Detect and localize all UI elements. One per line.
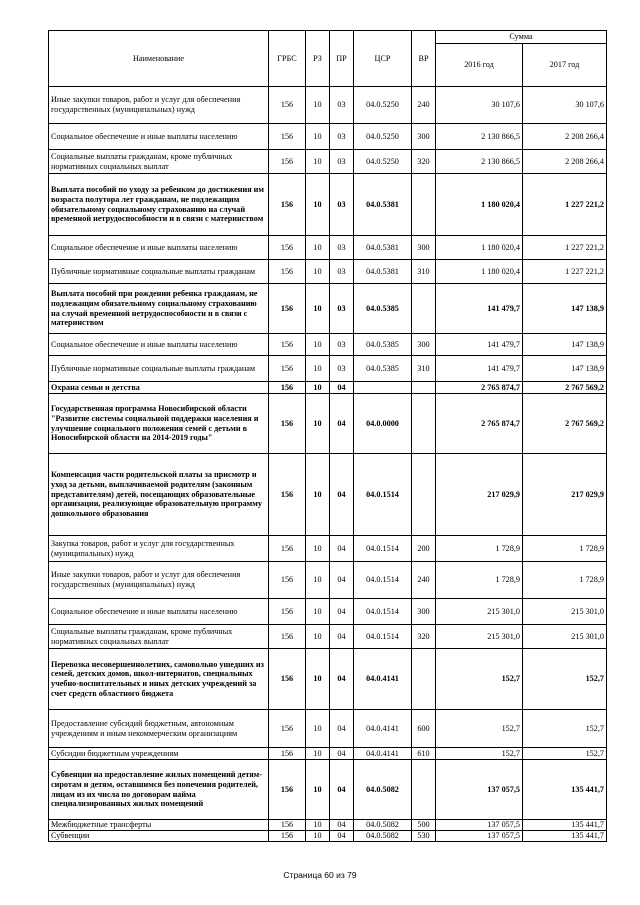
row-vr: 300 bbox=[412, 334, 436, 356]
row-grbs: 156 bbox=[269, 174, 306, 236]
row-vr: 240 bbox=[412, 562, 436, 599]
row-sum-2016: 2 130 866,5 bbox=[436, 150, 523, 174]
row-sum-2016: 2 765 874,7 bbox=[436, 382, 523, 394]
row-sum-2016: 152,7 bbox=[436, 748, 523, 760]
row-grbs: 156 bbox=[269, 710, 306, 748]
row-rz: 10 bbox=[306, 260, 330, 284]
row-csr: 04.0.1514 bbox=[354, 536, 412, 562]
row-sum-2016: 30 107,6 bbox=[436, 87, 523, 124]
table-row bbox=[49, 760, 607, 820]
row-csr: 04.0.1514 bbox=[354, 625, 412, 649]
row-vr: 310 bbox=[412, 260, 436, 284]
row-vr bbox=[412, 382, 436, 394]
row-sum-2016: 1 728,9 bbox=[436, 562, 523, 599]
row-rz: 10 bbox=[306, 150, 330, 174]
table-row bbox=[49, 236, 607, 260]
table-row bbox=[49, 599, 607, 625]
row-name: Выплата пособий по уходу за ребенком до достижения им возраста полутора лет гражданам, не подлежащим обязательному социальному страхованию на случай временной нетрудоспособности и в связи с материнством bbox=[49, 174, 269, 236]
row-csr: 04.0.5381 bbox=[354, 260, 412, 284]
table-row bbox=[49, 124, 607, 150]
row-rz: 10 bbox=[306, 710, 330, 748]
row-pr: 03 bbox=[330, 87, 354, 124]
row-sum-2017: 147 138,9 bbox=[523, 356, 607, 382]
row-csr: 04.0.5250 bbox=[354, 124, 412, 150]
row-sum-2016: 137 057,5 bbox=[436, 760, 523, 820]
row-pr: 03 bbox=[330, 124, 354, 150]
row-grbs: 156 bbox=[269, 625, 306, 649]
header-2016: 2016 год bbox=[436, 44, 523, 87]
row-vr: 530 bbox=[412, 831, 436, 842]
row-sum-2017: 147 138,9 bbox=[523, 334, 607, 356]
row-pr: 04 bbox=[330, 710, 354, 748]
row-sum-2017: 1 227 221,2 bbox=[523, 174, 607, 236]
row-pr: 03 bbox=[330, 356, 354, 382]
row-vr: 240 bbox=[412, 87, 436, 124]
row-sum-2017: 1 227 221,2 bbox=[523, 260, 607, 284]
row-sum-2016: 217 029,9 bbox=[436, 454, 523, 536]
row-sum-2016: 215 301,0 bbox=[436, 625, 523, 649]
header-sum: Сумма bbox=[436, 31, 607, 44]
row-csr: 04.0.5082 bbox=[354, 831, 412, 842]
header-name: Наименование bbox=[49, 31, 269, 87]
table-row bbox=[49, 536, 607, 562]
table-row bbox=[49, 454, 607, 536]
row-vr bbox=[412, 649, 436, 710]
row-name: Социальные выплаты гражданам, кроме публичных нормативных социальных выплат bbox=[49, 150, 269, 174]
row-grbs: 156 bbox=[269, 748, 306, 760]
row-grbs: 156 bbox=[269, 820, 306, 831]
row-name: Закупка товаров, работ и услуг для государственных (муниципальных) нужд bbox=[49, 536, 269, 562]
table-row bbox=[49, 150, 607, 174]
row-pr: 04 bbox=[330, 625, 354, 649]
row-vr bbox=[412, 284, 436, 334]
row-pr: 04 bbox=[330, 831, 354, 842]
row-vr bbox=[412, 760, 436, 820]
row-sum-2017: 152,7 bbox=[523, 748, 607, 760]
row-csr: 04.0.1514 bbox=[354, 562, 412, 599]
row-name: Субвенции на предоставление жилых помещений детям-сиротам и детям, оставшимся без попечения родителей, лицам из их числа по договорам найма специализированных жилых помещений bbox=[49, 760, 269, 820]
row-sum-2017: 215 301,0 bbox=[523, 625, 607, 649]
row-csr: 04.0.5082 bbox=[354, 820, 412, 831]
table-row bbox=[49, 710, 607, 748]
row-vr: 310 bbox=[412, 356, 436, 382]
row-grbs: 156 bbox=[269, 599, 306, 625]
row-csr: 04.0.4141 bbox=[354, 649, 412, 710]
row-grbs: 156 bbox=[269, 649, 306, 710]
row-name: Социальное обеспечение и иные выплаты населению bbox=[49, 236, 269, 260]
row-pr: 03 bbox=[330, 334, 354, 356]
row-grbs: 156 bbox=[269, 150, 306, 174]
row-name: Иные закупки товаров, работ и услуг для обеспечения государственных (муниципальных) нужд bbox=[49, 87, 269, 124]
header-rz: РЗ bbox=[306, 31, 330, 87]
row-vr bbox=[412, 394, 436, 454]
header-pr: ПР bbox=[330, 31, 354, 87]
row-name: Компенсация части родительской платы за присмотр и уход за детьми, выплачиваемой родителям (законным представителям) детей, посещающих образовательные организации, реализующие образовательную программу дошкольного образования bbox=[49, 454, 269, 536]
row-vr bbox=[412, 174, 436, 236]
table-row bbox=[49, 87, 607, 124]
row-sum-2017: 1 728,9 bbox=[523, 562, 607, 599]
row-csr: 04.0.1514 bbox=[354, 454, 412, 536]
row-sum-2016: 1 180 020,4 bbox=[436, 174, 523, 236]
row-name: Социальное обеспечение и иные выплаты населению bbox=[49, 599, 269, 625]
table-row bbox=[49, 562, 607, 599]
row-sum-2016: 137 057,5 bbox=[436, 820, 523, 831]
header-vr: ВР bbox=[412, 31, 436, 87]
row-grbs: 156 bbox=[269, 394, 306, 454]
row-sum-2017: 30 107,6 bbox=[523, 87, 607, 124]
row-sum-2017: 135 441,7 bbox=[523, 760, 607, 820]
row-vr: 500 bbox=[412, 820, 436, 831]
row-grbs: 156 bbox=[269, 284, 306, 334]
row-sum-2017: 135 441,7 bbox=[523, 831, 607, 842]
row-sum-2016: 1 728,9 bbox=[436, 536, 523, 562]
row-pr: 03 bbox=[330, 284, 354, 334]
table-row bbox=[49, 382, 607, 394]
row-rz: 10 bbox=[306, 625, 330, 649]
row-csr: 04.0.5381 bbox=[354, 236, 412, 260]
row-sum-2016: 137 057,5 bbox=[436, 831, 523, 842]
row-sum-2017: 1 227 221,2 bbox=[523, 236, 607, 260]
row-rz: 10 bbox=[306, 284, 330, 334]
row-csr: 04.0.5385 bbox=[354, 284, 412, 334]
row-pr: 03 bbox=[330, 236, 354, 260]
row-rz: 10 bbox=[306, 334, 330, 356]
row-grbs: 156 bbox=[269, 236, 306, 260]
row-grbs: 156 bbox=[269, 334, 306, 356]
row-rz: 10 bbox=[306, 87, 330, 124]
row-name: Социальное обеспечение и иные выплаты населению bbox=[49, 124, 269, 150]
row-sum-2017: 217 029,9 bbox=[523, 454, 607, 536]
row-name: Публичные нормативные социальные выплаты гражданам bbox=[49, 260, 269, 284]
row-rz: 10 bbox=[306, 649, 330, 710]
header-2017: 2017 год bbox=[523, 44, 607, 87]
row-csr: 04.0.5381 bbox=[354, 174, 412, 236]
row-vr: 300 bbox=[412, 236, 436, 260]
row-sum-2017: 147 138,9 bbox=[523, 284, 607, 334]
row-rz: 10 bbox=[306, 562, 330, 599]
row-sum-2017: 2 767 569,2 bbox=[523, 382, 607, 394]
row-pr: 04 bbox=[330, 649, 354, 710]
row-pr: 04 bbox=[330, 382, 354, 394]
row-sum-2017: 1 728,9 bbox=[523, 536, 607, 562]
table-row bbox=[49, 174, 607, 236]
row-csr: 04.0.4141 bbox=[354, 748, 412, 760]
row-vr: 300 bbox=[412, 599, 436, 625]
row-sum-2017: 152,7 bbox=[523, 649, 607, 710]
table-row bbox=[49, 649, 607, 710]
row-csr: 04.0.5250 bbox=[354, 150, 412, 174]
row-pr: 04 bbox=[330, 394, 354, 454]
row-grbs: 156 bbox=[269, 356, 306, 382]
row-sum-2017: 152,7 bbox=[523, 710, 607, 748]
row-grbs: 156 bbox=[269, 536, 306, 562]
table-row bbox=[49, 820, 607, 831]
row-name: Выплата пособий при рождении ребенка гражданам, не подлежащим обязательному социальному страхованию на случай временной нетрудоспособности и в связи с материнством bbox=[49, 284, 269, 334]
row-vr bbox=[412, 454, 436, 536]
row-csr: 04.0.5082 bbox=[354, 760, 412, 820]
row-pr: 04 bbox=[330, 454, 354, 536]
row-sum-2017: 2 208 266,4 bbox=[523, 124, 607, 150]
row-pr: 03 bbox=[330, 260, 354, 284]
row-grbs: 156 bbox=[269, 760, 306, 820]
row-sum-2016: 152,7 bbox=[436, 649, 523, 710]
row-sum-2016: 141 479,7 bbox=[436, 356, 523, 382]
row-pr: 03 bbox=[330, 174, 354, 236]
table-row bbox=[49, 394, 607, 454]
budget-table bbox=[48, 30, 607, 842]
row-sum-2016: 141 479,7 bbox=[436, 284, 523, 334]
table-row bbox=[49, 748, 607, 760]
row-sum-2016: 2 765 874,7 bbox=[436, 394, 523, 454]
page-number: Страница 60 из 79 bbox=[283, 870, 357, 880]
row-rz: 10 bbox=[306, 599, 330, 625]
row-rz: 10 bbox=[306, 454, 330, 536]
row-sum-2016: 1 180 020,4 bbox=[436, 236, 523, 260]
row-csr: 04.0.5250 bbox=[354, 87, 412, 124]
row-pr: 04 bbox=[330, 820, 354, 831]
row-grbs: 156 bbox=[269, 454, 306, 536]
row-vr: 200 bbox=[412, 536, 436, 562]
table-row bbox=[49, 625, 607, 649]
row-sum-2017: 2 767 569,2 bbox=[523, 394, 607, 454]
table-row bbox=[49, 284, 607, 334]
row-vr: 610 bbox=[412, 748, 436, 760]
row-csr: 04.0.1514 bbox=[354, 599, 412, 625]
row-sum-2016: 2 130 866,5 bbox=[436, 124, 523, 150]
row-sum-2016: 215 301,0 bbox=[436, 599, 523, 625]
row-grbs: 156 bbox=[269, 87, 306, 124]
header-csr: ЦСР bbox=[354, 31, 412, 87]
table-row bbox=[49, 334, 607, 356]
row-csr: 04.0.5385 bbox=[354, 334, 412, 356]
row-name: Субвенции bbox=[49, 831, 269, 842]
row-rz: 10 bbox=[306, 760, 330, 820]
row-rz: 10 bbox=[306, 394, 330, 454]
row-sum-2017: 215 301,0 bbox=[523, 599, 607, 625]
row-name: Перевозка несовершеннолетних, самовольно ушедших из семей, детских домов, школ-интернатов, специальных учебно-воспитательных и иных детских учреждений за счет средств областного бюджета bbox=[49, 649, 269, 710]
row-rz: 10 bbox=[306, 831, 330, 842]
row-name: Иные закупки товаров, работ и услуг для обеспечения государственных (муниципальных) нужд bbox=[49, 562, 269, 599]
row-pr: 04 bbox=[330, 599, 354, 625]
row-rz: 10 bbox=[306, 174, 330, 236]
row-rz: 10 bbox=[306, 124, 330, 150]
row-pr: 04 bbox=[330, 748, 354, 760]
row-rz: 10 bbox=[306, 382, 330, 394]
row-name: Социальные выплаты гражданам, кроме публичных нормативных социальных выплат bbox=[49, 625, 269, 649]
row-rz: 10 bbox=[306, 536, 330, 562]
row-sum-2016: 152,7 bbox=[436, 710, 523, 748]
row-sum-2017: 2 208 266,4 bbox=[523, 150, 607, 174]
row-rz: 10 bbox=[306, 748, 330, 760]
row-pr: 03 bbox=[330, 150, 354, 174]
table-row bbox=[49, 260, 607, 284]
row-grbs: 156 bbox=[269, 382, 306, 394]
row-name: Социальное обеспечение и иные выплаты населению bbox=[49, 334, 269, 356]
row-csr: 04.0.5385 bbox=[354, 356, 412, 382]
row-sum-2016: 141 479,7 bbox=[436, 334, 523, 356]
row-rz: 10 bbox=[306, 356, 330, 382]
row-vr: 300 bbox=[412, 124, 436, 150]
row-name: Предоставление субсидий бюджетным, автономным учреждениям и иным некоммерческим организациям bbox=[49, 710, 269, 748]
row-grbs: 156 bbox=[269, 260, 306, 284]
row-vr: 320 bbox=[412, 625, 436, 649]
row-csr: 04.0.4141 bbox=[354, 710, 412, 748]
row-grbs: 156 bbox=[269, 831, 306, 842]
row-vr: 600 bbox=[412, 710, 436, 748]
table-row bbox=[49, 831, 607, 842]
row-name: Охрана семьи и детства bbox=[49, 382, 269, 394]
row-csr bbox=[354, 382, 412, 394]
row-sum-2017: 135 441,7 bbox=[523, 820, 607, 831]
row-sum-2016: 1 180 020,4 bbox=[436, 260, 523, 284]
row-name: Государственная программа Новосибирской области "Развитие системы социальной поддержки населения и улучшение социального положения семей с детьми в Новосибирской области на 2014-2019 годы" bbox=[49, 394, 269, 454]
row-grbs: 156 bbox=[269, 124, 306, 150]
row-csr: 04.0.0000 bbox=[354, 394, 412, 454]
header-grbs: ГРБС bbox=[269, 31, 306, 87]
row-pr: 04 bbox=[330, 536, 354, 562]
row-name: Субсидии бюджетным учреждениям bbox=[49, 748, 269, 760]
row-grbs: 156 bbox=[269, 562, 306, 599]
row-rz: 10 bbox=[306, 236, 330, 260]
row-pr: 04 bbox=[330, 562, 354, 599]
row-rz: 10 bbox=[306, 820, 330, 831]
row-name: Публичные нормативные социальные выплаты гражданам bbox=[49, 356, 269, 382]
row-name: Межбюджетные трансферты bbox=[49, 820, 269, 831]
row-vr: 320 bbox=[412, 150, 436, 174]
table-row bbox=[49, 356, 607, 382]
row-pr: 04 bbox=[330, 760, 354, 820]
